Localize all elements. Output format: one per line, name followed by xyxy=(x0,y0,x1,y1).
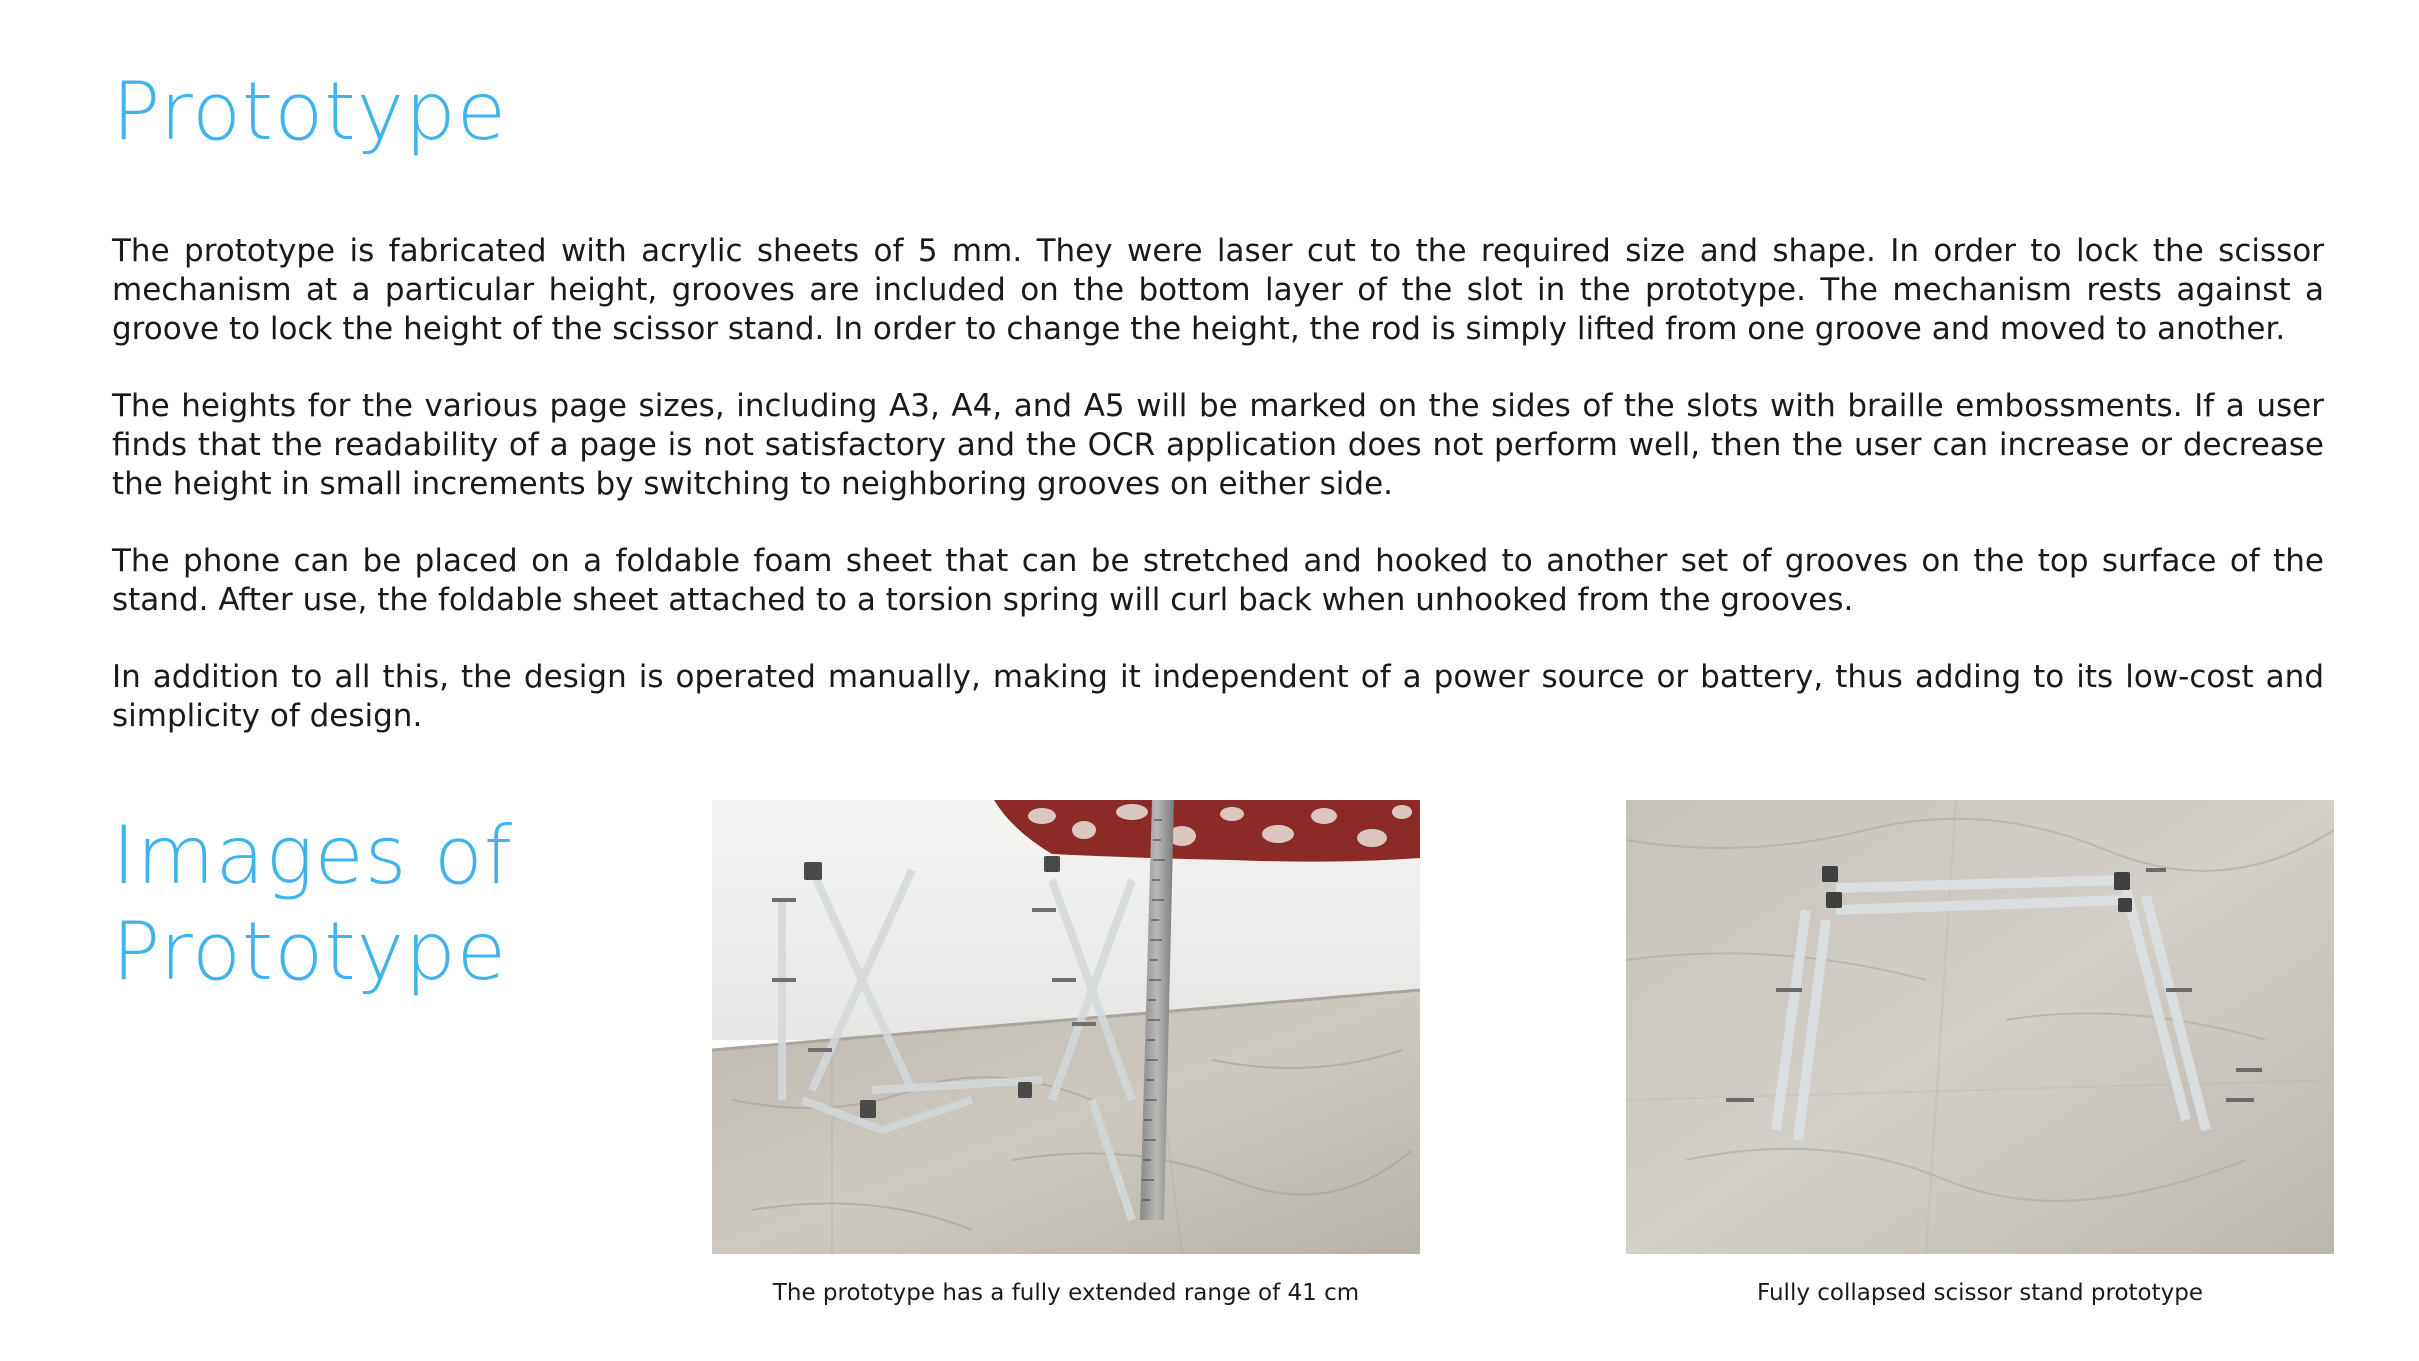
figure-extended xyxy=(712,800,1420,1308)
body-text xyxy=(112,232,2324,774)
photo-extended-stand xyxy=(712,800,1420,1254)
images-heading: Images of Prototype xyxy=(112,809,513,998)
figure-caption: Fully collapsed scissor stand prototype xyxy=(1757,1280,2203,1306)
paragraph-fabrication: The prototype is fabricated with acrylic sheets of 5 mm. They were laser cut to the required size and shape. In order to lock the scissor mechanism at a particular height, grooves are included on the bottom layer of the slot in the prototype. The mechanism rests against a groove to lock the height of the scissor stand. In order to change the height, the rod is simply lifted from one groove and moved to another. xyxy=(112,233,2324,347)
paragraph-heights: The heights for the various page sizes, including A3, A4, and A5 will be marked on the sides of the slots with braille embossments. If a user finds that the readability of a page is not satisfactory and the OCR application does not perform well, then the user can increase or decrease the height in small increments by switching to neighboring grooves on either side. xyxy=(112,388,2324,502)
figure-caption: The prototype has a fully extended range of 41 cm xyxy=(772,1280,1360,1306)
figure-collapsed xyxy=(1626,800,2334,1308)
paragraph-manual-operation: In addition to all this, the design is operated manually, making it independent of a power source or battery, thus adding to its low-cost and simplicity of design. xyxy=(112,659,2324,734)
page-title: Prototype xyxy=(112,65,507,158)
paragraph-phone-placement: The phone can be placed on a foldable foam sheet that can be stretched and hooked to another set of grooves on the top surface of the stand. After use, the foldable sheet attached to a torsion spring will curl back when unhooked from the grooves. xyxy=(112,543,2324,618)
photo-collapsed-stand xyxy=(1626,800,2334,1254)
